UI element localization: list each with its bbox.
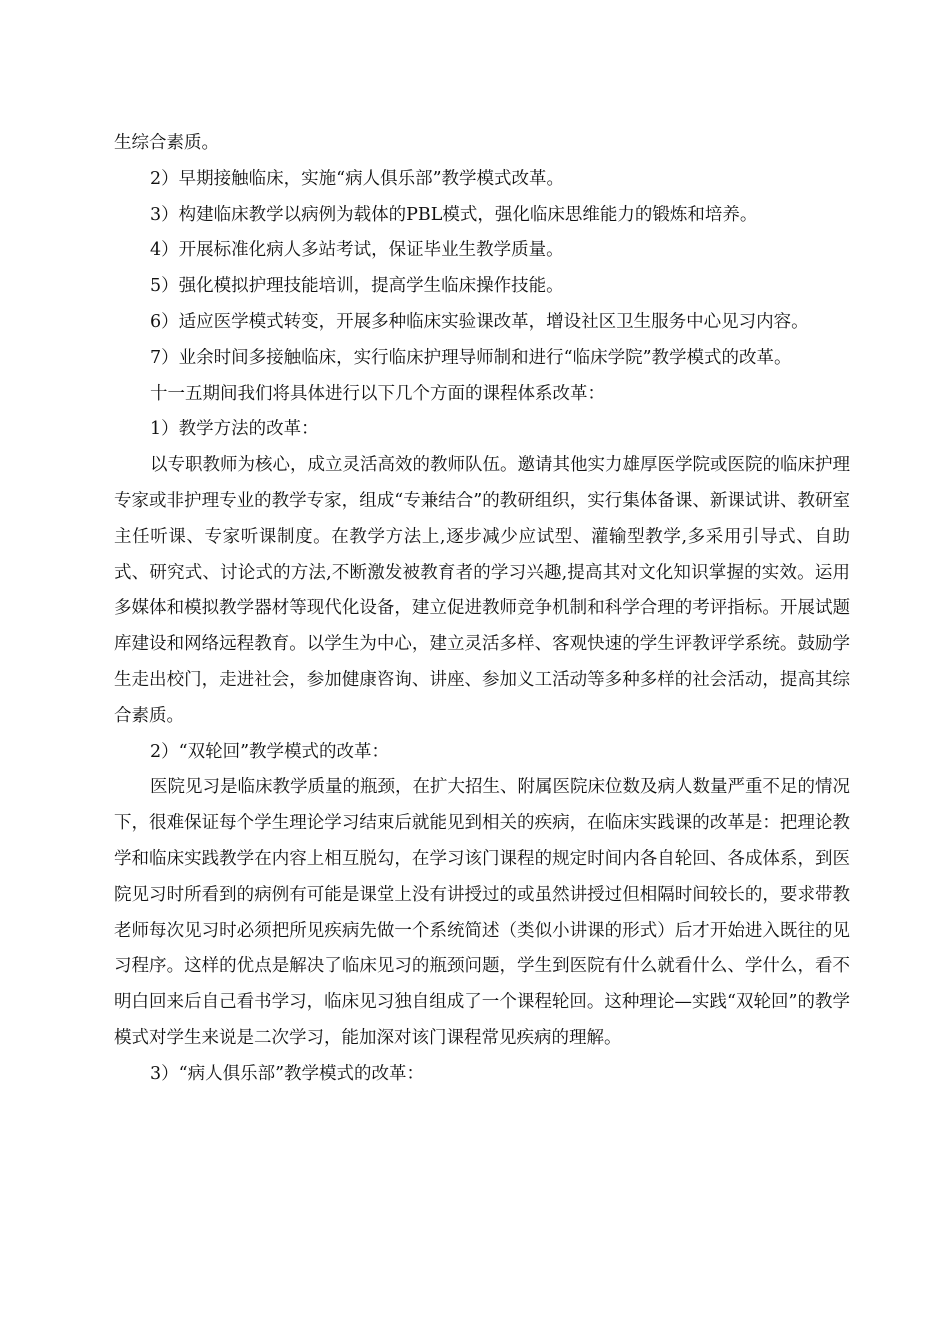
subheading-double-rotation: 2）“双轮回”教学模式的改革： [150, 741, 390, 762]
list-item-4: 4）开展标准化病人多站考试，保证毕业生教学质量。 [150, 240, 564, 261]
paragraph-continuation: 生综合素质。 [114, 133, 219, 153]
list-item-3: 3）构建临床教学以病例为载体的PBL模式，强化临床思维能力的锻炼和培养。 [150, 204, 758, 225]
paragraph-double-rotation: 医院见习是临床教学质量的瓶颈，在扩大招生、附属医院床位数及病人数量严重不足的情况下，很难保证每个学生理论学习结束后就能见到相关的疾病，在临床实践课的改革是：把理论教学和临床实践教学在内容上相互脱勾，在学习该门课程的规定时间内各自轮回、各成体系，到医院见习时所看到的病例有可能是课堂上没有讲授过的或虽然讲授过但相隔时间较长的，要求带教老师每次见习时必须把所见疾病先做一个系统简述（类似小讲课的形式）后才开始进入既往的见习程序。这样的优点是解决了临床见习的瓶颈问题，学生到医院有什么就看什么、学什么，看不明白回来后自己看书学习，临床见习独自组成了一个课程轮回。这种理论—实践“双轮回”的教学模式对学生来说是二次学习，能加深对该门课程常见疾病的理解。 [114, 777, 850, 1048]
list-item-6: 6）适应医学模式转变，开展多种临床实验课改革，增设社区卫生服务中心见习内容。 [150, 311, 809, 332]
section-intro: 十一五期间我们将具体进行以下几个方面的课程体系改革： [150, 383, 605, 404]
list-item-7: 7）业余时间多接触临床，实行临床护理导师制和进行“临床学院”教学模式的改革。 [150, 347, 792, 368]
document-body [114, 126, 850, 1093]
paragraph-teaching-method: 以专职教师为核心，成立灵活高效的教师队伍。邀请其他实力雄厚医学院或医院的临床护理专家或非护理专业的教学专家，组成“专兼结合”的教研组织，实行集体备课、新课试讲、教研室主任听课、专家听课制度。在教学方法上,逐步减少应试型、灌输型教学,多采用引导式、自助式、研究式、讨论式的方法,不断激发被教育者的学习兴趣,提高其对文化知识掌握的实效。运用多媒体和模拟教学器材等现代化设备，建立促进教师竞争机制和科学合理的考评指标。开展试题库建设和网络远程教育。以学生为中心，建立灵活多样、客观快速的学生评教评学系统。鼓励学生走出校门，走进社会，参加健康咨询、讲座、参加义工活动等多种多样的社会活动，提高其综合素质。 [114, 455, 850, 726]
list-item-5: 5）强化模拟护理技能培训，提高学生临床操作技能。 [150, 276, 564, 297]
subheading-patient-club: 3）“病人俱乐部”教学模式的改革： [150, 1063, 425, 1084]
list-item-2: 2）早期接触临床，实施“病人俱乐部”教学模式改革。 [150, 168, 565, 189]
subheading-teaching-method: 1）教学方法的改革： [150, 419, 319, 440]
